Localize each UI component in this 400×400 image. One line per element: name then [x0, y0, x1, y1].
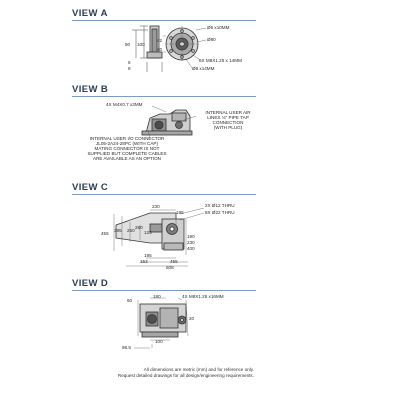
view-d-dim-60: 60: [127, 298, 133, 303]
view-b-io-line-1: INTERNAL USER I/O CONNECTOR: [89, 136, 165, 141]
view-a-title: VIEW A: [72, 8, 108, 19]
view-a-dim-40: 40: [157, 47, 163, 52]
view-b-io-line-5: ARE AVAILABLE AS AN OPTION: [93, 156, 161, 161]
view-c-dim-400: 400: [187, 246, 195, 251]
view-d-side-view: [140, 304, 186, 337]
view-c-dim-230-right: 230: [187, 240, 195, 245]
view-a-dim-6: 6: [128, 60, 131, 65]
view-c-dim-230-top: 230: [152, 204, 160, 209]
view-c-dim-280: 280: [135, 225, 143, 230]
view-c-dim-195-bottom: 195: [144, 253, 152, 258]
view-b-io-line-2: JL05-2A24-28PC (WITH CAP): [95, 141, 159, 146]
view-d-dim-180: 180: [153, 294, 161, 299]
view-d-dim-98-5: 98.5: [122, 345, 131, 350]
view-d-title: VIEW D: [72, 278, 109, 289]
view-a-label-d6: Ø6 x10MM: [207, 25, 230, 30]
view-a-label-d80: Ø80: [207, 37, 216, 42]
view-c-label-thru12: 2X Ø12 THRU: [205, 203, 235, 208]
view-d-dim-100: 100: [155, 339, 163, 344]
footnote-metric: All dimensions are metric (mm) and for reference only.: [143, 367, 254, 372]
view-c-dim-153: 153: [140, 259, 148, 264]
view-c-dim-125: 125: [144, 230, 152, 235]
view-c-dim-190: 190: [187, 234, 195, 239]
view-b-air-line-4: (WITH PLUG): [213, 125, 243, 130]
view-b-io-line-4: SUPPLIED BUT COMPLETE CABLES: [87, 151, 167, 156]
view-b-air-line-2: LINES ⅛" PIPE TAP: [207, 115, 249, 120]
view-a-dim-8: 8: [128, 66, 131, 71]
view-a-label-m8: 6X M8X1.25 x 14MM: [199, 58, 242, 63]
view-a-label-d8: Ø8 x14MM: [192, 66, 215, 71]
view-a-dim-50: 50: [125, 42, 131, 47]
view-c-dim-195-top: 195: [176, 210, 184, 215]
view-c-dim-455-bottom: 455: [170, 259, 178, 264]
view-a-dim-100: 100: [137, 42, 145, 47]
view-c-dim-385: 385: [114, 228, 122, 233]
view-c-dim-608: 608: [166, 265, 174, 270]
view-b-air-line-1: INTERNAL USER AIR: [205, 110, 251, 115]
view-c-dim-250: 250: [127, 228, 135, 233]
footnote-request: Request detailed drawings for all design/engineering requirements.: [117, 373, 254, 378]
view-b-title: VIEW B: [72, 84, 109, 95]
view-c-label-thru22: 8X Ø22 THRU: [205, 210, 235, 215]
view-b-io-line-3: MATING CONNECTOR IS NOT: [94, 146, 160, 151]
view-c-dim-455-left: 455: [101, 231, 109, 236]
view-b-air-line-3: CONNECTION: [212, 120, 244, 125]
view-d-dim-20: 20: [189, 316, 195, 321]
view-a-dim-42: 42: [157, 38, 163, 43]
view-b-label-m4: 4X M4X0.7 x3MM: [106, 102, 143, 107]
view-d-label-m8: 4X M8X1.25 x16MM: [182, 294, 224, 299]
view-c-title: VIEW C: [72, 182, 109, 193]
